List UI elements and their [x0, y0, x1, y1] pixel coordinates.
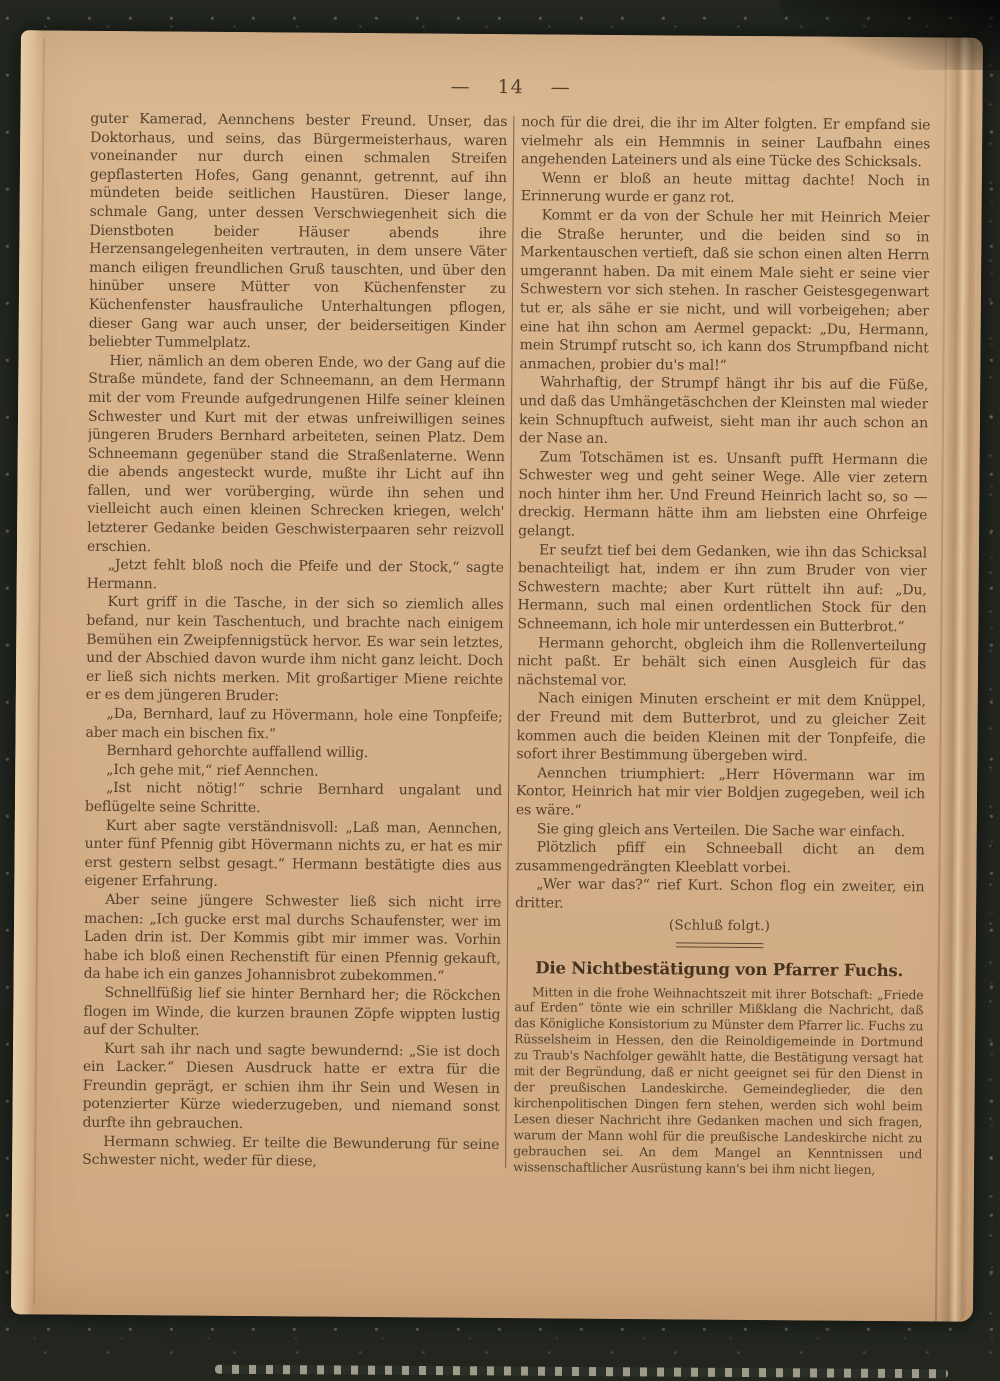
column-divider-rule	[505, 116, 514, 1168]
paragraph: „Ist nicht nötig!“ schrie Bernhard ungalant und beflügelte seine Schritte.	[84, 780, 503, 817]
paragraph: noch für die drei, die ihr im Alter folgten. Er empfand sie vielmehr als ein Hemmnis in seiner Laufbahn eines angehenden Lateiners und als eine Tücke des Schicksals.	[520, 114, 931, 171]
page-number: 14	[497, 75, 524, 99]
page-stack-edge	[215, 1365, 948, 1378]
paragraph: Hier, nämlich an dem oberen Ende, wo der Gang auf die Straße mündete, fand der Schneemann, an dem Hermann mit der vom Freunde aufgedrungenen Hilfe seiner kleinen Schwester und Kurt mit der etwas unfreiwilligen seines jüngeren Bruders Bernhard arbeiteten, seinen Platz. Dem Schneemann gegenüber stand die Straßenlaterne. Wenn die abends angesteckt wurde, mußte ihr Licht auf ihn fallen, und wer vorüberging, würde ihn sehen und vielleicht auch einen kleinen Schrecken kriegen, welch' letzterer Gedanke beiden Geschwisterpaaren sehr reizvoll erschien.	[86, 352, 506, 555]
paragraph: Wahrhaftig, der Strumpf hängt ihr bis auf die Füße, und daß das Umhängetäschchen der Kleinsten mal wieder kein Schnupftuch aufweist, sieht man ihr auch schon an der Nase an.	[518, 374, 929, 447]
paragraph: Zum Totschämen ist es. Unsanft pufft Hermann die Schwester weg und geht seiner Wege. Alle vier zetern noch hinter ihm her. Und Freund Heinrich lacht so, so — dreckig. Hermann hätte ihm am liebsten eine Ohrfeige gelangt.	[518, 449, 928, 540]
story-continuation	[515, 113, 930, 916]
paragraph: Aennchen triumphiert: „Herr Hövermann war im Kontor, Heinrich hat mir vier Boldjen zugegeben, weil ich es wäre.“	[515, 765, 926, 819]
paragraph: Plötzlich pfiff ein Schneeball dicht an dem zusammengedrängten Kleeblatt vorbei.	[515, 839, 925, 877]
left-text-column	[82, 110, 507, 1175]
paragraph: Bernhard gehorchte auffallend willig.	[106, 743, 369, 762]
article-title: Die Nichtbestätigung von Pfarrer Fuchs.	[535, 957, 904, 980]
paragraph: Kurt aber sagte verständnisvoll: „Laß man, Aennchen, unter fünf Pfennig gibt Hövermann nichts zu, er hat es mir erst gestern selbst gesagt.“ Hermann bestätigte dies aus eigener Erfahrung.	[84, 817, 502, 891]
page-number-header	[91, 73, 931, 102]
paragraph: Sie ging gleich ans Verteilen. Die Sache war einfach.	[536, 820, 906, 840]
paragraph: Kurt griff in die Tasche, in der sich so ziemlich alles befand, nur kein Taschentuch, und brachte nach einigem Bemühen ein Zweipfennigstück hervor. Es war sein letztes, und der Abschied davon wurde ihm nicht ganz leicht. Doch er ließ sich nichts merken. Mit großartiger Miene reichte er es dem jüngeren Bruder:	[85, 594, 504, 705]
printed-content	[81, 73, 931, 1296]
section-separator-rule	[675, 942, 763, 948]
header-dash-left: —	[450, 75, 471, 98]
paragraph: „Ich gehe mit,“ rief Aennchen.	[106, 761, 319, 780]
paragraph: „Wer war das?“ rief Kurt. Schon flog ein zweiter, ein dritter.	[515, 876, 925, 912]
paragraph: Kommt er da von der Schule her mit Heinrich Meier die Straße herunter, und die beiden sind so in Markentauschen vertieft, daß sie schon einen alten Herrn umgerannt haben. Da mit einem Male sieht er seine vier Schwestern vor sich stehen. In rascher Geistesgegenwart tut er, als sähe er sie nicht, und will vorbeigehen; aber eine hat ihn schon am Aermel gepackt: „Du, Hermann, mein Strumpf rutscht so, ich kann dos Strumpfband nicht anmachen, probier du's mal!“	[519, 207, 930, 374]
paragraph: guter Kamerad, Aennchens bester Freund. Unser, das Doktorhaus, und seins, das Bürgermeisterhaus, waren voneinander nur durch einen schmalen Streifen gepflasterten Hofes, Gang genannt, getrennt, auf ihn mündeten beide seitlichen Haustüren. Dieser lange, schmale Gang, unter dessen Verschwiegenheit sich die Dienstboten beider Häuser abends ihre Herzensangelegenheiten vertrauten, in dem unsere Väter manch eiligen freundlichen Gruß tauschten, und über den hinüber unsere Mütter von Küchenfenster zu Küchenfenster hausfrauliche Unterhaltungen pflogen, dieser Gang war auch unser, der beiderseitigen Kinder beliebter Tummelplatz.	[88, 110, 508, 352]
paragraph: Nach einigen Minuten erscheint er mit dem Knüppel, der Freund mit dem Butterbrot, und zu gleicher Zeit kommen auch die beiden Kleinen mit der Tonpfeife, die sofort ihrer Bestimmung übergeben wird.	[516, 690, 926, 765]
header-dash-right: —	[550, 76, 571, 99]
paragraph: Kurt sah ihr nach und sagte bewundernd: „Sie ist doch ein Lacker.“ Diesen Ausdruck hatte er extra für die Freundin geprägt, er schien ihm ihr Sein und Wesen in potenzierter Kürze wiederzugeben, und niemand sonst durfte ihn gebrauchen.	[82, 1040, 501, 1133]
magazine-page	[11, 30, 983, 1322]
paragraph: Er seufzt tief bei dem Gedanken, wie ihn das Schicksal benachteiligt hat, indem er ihn zum Bruder von vier Schwestern machte; aber Kurt rüttelt ihn auf: „Du, Hermann, such mal einen ordentlichen Stock für den Schneemann, ich hole mir unterdessen ein Butterbrot.“	[517, 541, 928, 636]
paragraph: Mitten in die frohe Weihnachtszeit mit ihrer Botschaft: „Friede auf Erden“ tönte wie ein schriller Mißklang die Nachricht, daß das Königliche Konsistorium zu Münster dem Pfarrer lic. Fuchs zu Rüsselsheim in Hessen, den die Reinoldigemeinde in Dortmund zu Traub's Nachfolger gewählt hatte, die Bestätigung versagt hat mit der Begründung, daß er nicht geeignet sei für den Dienst in der preußischen Landeskirche. Gemeindeglieder, die den kirchenpolitischen Dingen fern stehen, werden sich wohl beim Lesen dieser Nachricht ihre Gedanken machen und sich fragen, warum der Mann wohl für die preußische Landeskirche nicht zu gebrauchen sei. An dem Mangel an Kenntnissen und wissenschaftlicher Ausrüstung kann's bei ihm nicht liegen,	[513, 983, 924, 1177]
paragraph: „Jetzt fehlt bloß noch die Pfeife und der Stock,“ sagte Hermann.	[86, 557, 504, 593]
two-column-text-block	[82, 110, 930, 1178]
paragraph: „Da, Bernhard, lauf zu Hövermann, hole eine Tonpfeife; aber mach ein bischen fix.“	[85, 705, 503, 742]
paragraph: Hermann gehorcht, obgleich ihm die Rollenverteilung nicht paßt. Er behält sich einen Ausgleich für das nächstemal vor.	[516, 634, 927, 689]
paragraph: Hermann schwieg. Er teilte die Bewunderung für seine Schwester nicht, weder für diese,	[82, 1133, 500, 1170]
paragraph: Wenn er bloß an heute mittag dachte! Noch in Erinnerung wurde er ganz rot.	[520, 170, 930, 207]
paragraph: Aber seine jüngere Schwester ließ sich nicht irre machen: „Ich gucke erst mal durchs Schaufenster, wer im Laden drin ist. Der Kommis gibt mir immer was. Vorhin habe ich bloß einen Rechenstift für einen Pfennig gekauft, da habe ich ein ganzes Johannisbrot zubekommen.“	[83, 891, 502, 985]
paragraph: Schnellfüßig lief sie hinter Bernhard her; die Röckchen flogen im Winde, die kurzen braunen Zöpfe wippten lustig auf der Schulter.	[83, 984, 501, 1039]
story-closing-note: (Schluß folgt.)	[668, 916, 771, 934]
right-text-column	[513, 113, 930, 1178]
article-body	[513, 984, 923, 1178]
